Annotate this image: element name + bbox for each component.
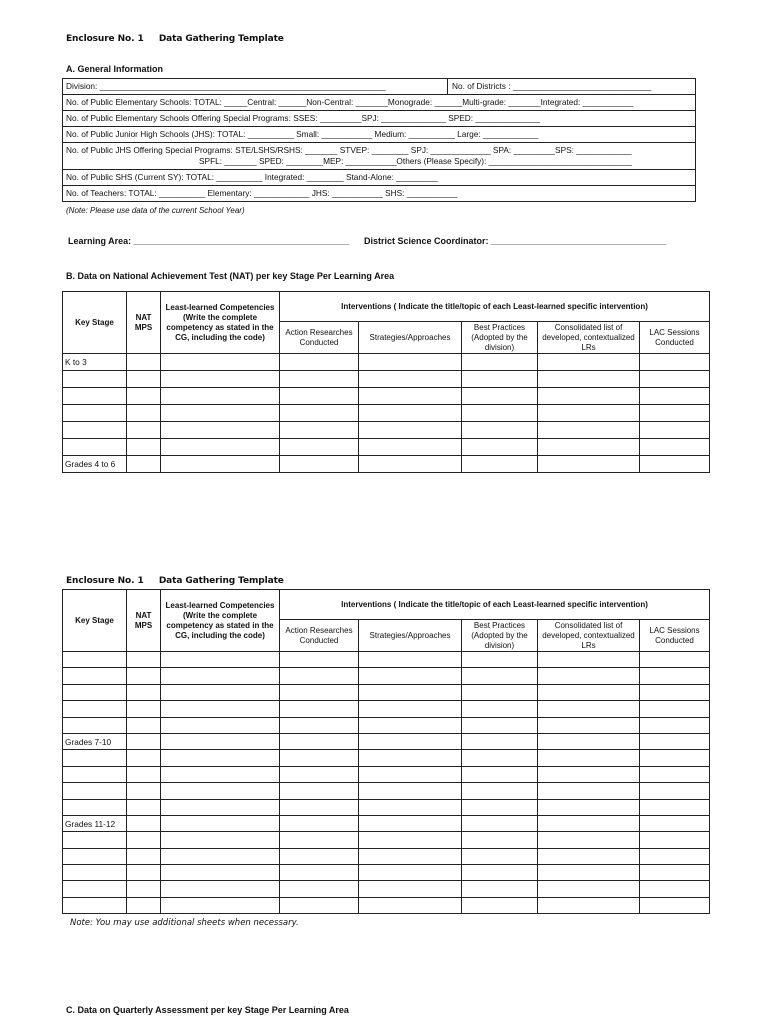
table-cell[interactable] [161, 832, 280, 848]
table-cell[interactable] [280, 881, 359, 897]
table-cell[interactable] [127, 668, 161, 684]
table-cell[interactable] [462, 865, 538, 881]
section-b-title: B. Data on National Achievement Test (NAT) per key Stage Per Learning Area [66, 271, 395, 281]
table-cell[interactable] [538, 388, 640, 405]
school-year-note: (Note: Please use data of the current School Year) [66, 206, 245, 215]
table-cell[interactable] [161, 456, 280, 473]
key-stage-cell[interactable] [63, 405, 127, 422]
table-cell[interactable] [538, 733, 640, 749]
table-cell[interactable] [462, 371, 538, 388]
general-info-block [62, 78, 696, 202]
key-stage-header-2: Key Stage [63, 590, 127, 652]
table-cell[interactable] [359, 652, 462, 668]
table-cell[interactable] [127, 422, 161, 439]
table-cell[interactable] [538, 371, 640, 388]
table-cell[interactable] [462, 388, 538, 405]
table-row [63, 832, 710, 848]
key-stage-cell[interactable] [63, 766, 127, 782]
table-cell[interactable] [161, 865, 280, 881]
table-cell[interactable] [161, 422, 280, 439]
table-cell[interactable] [359, 371, 462, 388]
lac-header: LAC Sessions Conducted [640, 322, 710, 354]
table-row [63, 881, 710, 897]
table-cell[interactable] [538, 701, 640, 717]
table-cell[interactable] [538, 684, 640, 700]
enclosure-header [66, 34, 284, 44]
table-cell[interactable] [127, 371, 161, 388]
key-stage-cell[interactable]: Grades 7-10 [63, 733, 127, 749]
table-cell[interactable] [161, 388, 280, 405]
table-cell[interactable] [640, 766, 710, 782]
table-row [63, 668, 710, 684]
division-row [63, 79, 695, 95]
section-c-title: C. Data on Quarterly Assessment per key Stage Per Learning Area [66, 1005, 349, 1015]
table-cell[interactable] [280, 832, 359, 848]
division-field[interactable]: Division: ______________________________________________________________ [63, 79, 448, 94]
jhs-special-line1: No. of Public JHS Offering Special Programs: STE/LSHS/RSHS: _______ STVEP: ________ SPJ: _____________ SPA: _________SPS: ____________ [66, 145, 632, 155]
table-cell[interactable] [359, 405, 462, 422]
table-cell[interactable] [640, 815, 710, 831]
key-stage-cell[interactable] [63, 832, 127, 848]
table-cell[interactable] [538, 848, 640, 864]
enclosure-title-2: Data Gathering Template [158, 576, 284, 586]
table-cell[interactable] [359, 766, 462, 782]
table-cell[interactable] [462, 354, 538, 371]
lac-header-2: LAC Sessions Conducted [640, 620, 710, 652]
best-practices-header: Best Practices (Adopted by the division) [462, 322, 538, 354]
table-cell[interactable] [127, 405, 161, 422]
table-cell[interactable] [280, 783, 359, 799]
table-cell[interactable] [359, 881, 462, 897]
table-cell[interactable] [640, 717, 710, 733]
table-cell[interactable] [161, 652, 280, 668]
table-cell[interactable] [127, 439, 161, 456]
table-cell[interactable] [127, 766, 161, 782]
table-cell[interactable] [640, 750, 710, 766]
enclosure-header-2 [66, 576, 284, 586]
table-cell[interactable] [462, 684, 538, 700]
table-cell[interactable] [161, 799, 280, 815]
table-cell[interactable] [462, 832, 538, 848]
table-cell[interactable] [280, 388, 359, 405]
table-cell[interactable] [640, 684, 710, 700]
table-cell[interactable] [280, 456, 359, 473]
section-a-title: A. General Information [66, 64, 164, 74]
jhs-row[interactable]: No. of Public Junior High Schools (JHS): TOTAL: __________ Small: ___________ Medium: __________ Large: ____________ [63, 127, 695, 143]
table-cell[interactable] [127, 652, 161, 668]
key-stage-cell[interactable] [63, 668, 127, 684]
district-coordinator-field[interactable]: District Science Coordinator: ___________________________________ [364, 236, 667, 246]
table-cell[interactable] [161, 881, 280, 897]
table-cell[interactable] [161, 701, 280, 717]
table-cell[interactable] [538, 865, 640, 881]
enclosure-title: Data Gathering Template [158, 34, 284, 44]
key-stage-cell[interactable] [63, 750, 127, 766]
table-cell[interactable] [127, 717, 161, 733]
table-row [63, 422, 710, 439]
table-cell[interactable] [538, 652, 640, 668]
table-row [63, 750, 710, 766]
table-cell[interactable] [127, 799, 161, 815]
table-cell[interactable] [640, 733, 710, 749]
table-cell[interactable] [462, 766, 538, 782]
table-cell[interactable] [462, 668, 538, 684]
table-cell[interactable] [280, 439, 359, 456]
table-cell[interactable] [161, 750, 280, 766]
interventions-header-2: Interventions ( Indicate the title/topic of each Least-learned specific intervention) [280, 590, 710, 620]
table-cell[interactable] [127, 354, 161, 371]
key-stage-cell[interactable] [63, 897, 127, 913]
table-cell[interactable] [359, 832, 462, 848]
key-stage-cell[interactable] [63, 439, 127, 456]
table-cell[interactable] [359, 668, 462, 684]
districts-field[interactable]: No. of Districts : ______________________________ [452, 81, 652, 91]
table-row [63, 897, 710, 913]
table-cell[interactable] [359, 750, 462, 766]
table-cell[interactable] [640, 439, 710, 456]
table-cell[interactable] [127, 701, 161, 717]
key-stage-cell[interactable] [63, 652, 127, 668]
table-cell[interactable] [640, 422, 710, 439]
table-cell[interactable] [280, 668, 359, 684]
least-learned-header: Least-learned Competencies (Write the complete competency as stated in the CG, including the code) [161, 292, 280, 354]
table-cell[interactable] [280, 865, 359, 881]
table-cell[interactable] [640, 456, 710, 473]
table-cell[interactable] [161, 848, 280, 864]
table-cell[interactable] [127, 897, 161, 913]
consolidated-header: Consolidated list of developed, contextualized LRs [538, 322, 640, 354]
action-research-header: Action Researches Conducted [280, 322, 359, 354]
action-research-header-2: Action Researches Conducted [280, 620, 359, 652]
table-cell[interactable] [462, 422, 538, 439]
table-cell[interactable] [640, 701, 710, 717]
jhs-special-line2: SPFL: _______ SPED: ________MEP: ___________Others (Please Specify): _______________________________ [199, 156, 632, 166]
table-cell[interactable] [161, 717, 280, 733]
table-cell[interactable] [280, 684, 359, 700]
table-row [63, 684, 710, 700]
table-cell[interactable] [462, 897, 538, 913]
key-stage-cell[interactable] [63, 717, 127, 733]
table-row [63, 652, 710, 668]
table-cell[interactable] [127, 783, 161, 799]
table-cell[interactable] [640, 799, 710, 815]
table-cell[interactable] [280, 766, 359, 782]
table-cell[interactable] [359, 815, 462, 831]
table-cell[interactable] [640, 865, 710, 881]
table-row [63, 456, 710, 473]
table-cell[interactable] [280, 897, 359, 913]
key-stage-cell[interactable] [63, 881, 127, 897]
table-cell[interactable] [280, 848, 359, 864]
table-cell[interactable] [280, 371, 359, 388]
table-cell[interactable] [462, 848, 538, 864]
table-row [63, 701, 710, 717]
enclosure-number: Enclosure No. 1 [66, 34, 144, 44]
key-stage-cell[interactable] [63, 848, 127, 864]
table-cell[interactable] [538, 881, 640, 897]
table-cell[interactable] [462, 799, 538, 815]
table-row [63, 865, 710, 881]
table-cell[interactable] [538, 456, 640, 473]
table-cell[interactable] [640, 783, 710, 799]
table-cell[interactable] [161, 371, 280, 388]
table-cell[interactable] [462, 881, 538, 897]
nat-table-2 [62, 589, 710, 914]
table-cell[interactable] [127, 750, 161, 766]
table-cell[interactable] [127, 815, 161, 831]
additional-sheets-note: Note: You may use additional sheets when necessary. [70, 918, 299, 928]
table-cell[interactable] [640, 668, 710, 684]
table-cell[interactable] [462, 783, 538, 799]
table-cell[interactable] [359, 865, 462, 881]
table-cell[interactable] [462, 815, 538, 831]
table-row [63, 371, 710, 388]
table-cell[interactable] [161, 815, 280, 831]
table-cell[interactable] [280, 815, 359, 831]
table-cell[interactable] [359, 799, 462, 815]
table-row [63, 388, 710, 405]
key-stage-cell[interactable]: Grades 4 to 6 [63, 456, 127, 473]
table-cell[interactable] [127, 848, 161, 864]
table-cell[interactable] [538, 422, 640, 439]
table-cell[interactable] [462, 733, 538, 749]
table-row [63, 439, 710, 456]
table-cell[interactable] [359, 684, 462, 700]
table-cell[interactable] [538, 750, 640, 766]
table-row [63, 766, 710, 782]
table-cell[interactable] [161, 405, 280, 422]
elementary-row[interactable]: No. of Public Elementary Schools: TOTAL: _____Central: ______Non-Central: _______Monograde: ______Multi-grade: _______Integrated: ___________ [63, 95, 695, 111]
table-cell[interactable] [538, 815, 640, 831]
jhs-special-row[interactable] [63, 143, 695, 170]
learning-area-field[interactable]: Learning Area: ___________________________________________ [68, 236, 349, 246]
table-cell[interactable] [127, 881, 161, 897]
table-row [63, 354, 710, 371]
table-cell[interactable] [127, 684, 161, 700]
table-cell[interactable] [280, 717, 359, 733]
key-stage-header: Key Stage [63, 292, 127, 354]
nat-table-1 [62, 291, 710, 473]
table-row [63, 815, 710, 831]
table-cell[interactable] [462, 717, 538, 733]
table-cell[interactable] [359, 733, 462, 749]
table-cell[interactable] [538, 832, 640, 848]
table-cell[interactable] [538, 766, 640, 782]
table-cell[interactable] [462, 405, 538, 422]
table-cell[interactable] [359, 897, 462, 913]
table-cell[interactable] [640, 371, 710, 388]
key-stage-cell[interactable] [63, 783, 127, 799]
table-cell[interactable] [359, 439, 462, 456]
table-cell[interactable] [280, 799, 359, 815]
table-cell[interactable] [462, 750, 538, 766]
interventions-header: Interventions ( Indicate the title/topic of each Least-learned specific intervention) [280, 292, 710, 322]
table-cell[interactable] [538, 717, 640, 733]
table-cell[interactable] [161, 897, 280, 913]
table-cell[interactable] [280, 354, 359, 371]
table-cell[interactable] [161, 783, 280, 799]
key-stage-cell[interactable] [63, 388, 127, 405]
table-cell[interactable] [538, 897, 640, 913]
table-row [63, 405, 710, 422]
table-cell[interactable] [359, 388, 462, 405]
elementary-special-row[interactable]: No. of Public Elementary Schools Offering Special Programs: SSES: _________SPJ: ______________ SPED: ______________ [63, 111, 695, 127]
table-cell[interactable] [538, 783, 640, 799]
table-cell[interactable] [280, 405, 359, 422]
key-stage-cell[interactable] [63, 799, 127, 815]
table-cell[interactable] [538, 799, 640, 815]
key-stage-cell[interactable] [63, 371, 127, 388]
shs-row[interactable]: No. of Public SHS (Current SY): TOTAL: __________ Integrated: ________ Stand-Alone: _________ [63, 170, 695, 186]
best-practices-header-2: Best Practices (Adopted by the division) [462, 620, 538, 652]
table-cell[interactable] [538, 668, 640, 684]
table-cell[interactable] [127, 388, 161, 405]
table-cell[interactable] [640, 881, 710, 897]
table-cell[interactable] [640, 832, 710, 848]
table-cell[interactable] [127, 456, 161, 473]
consolidated-header-2: Consolidated list of developed, contextualized LRs [538, 620, 640, 652]
table-cell[interactable] [462, 456, 538, 473]
table-cell[interactable] [359, 717, 462, 733]
table-cell[interactable] [161, 354, 280, 371]
table-cell[interactable] [538, 354, 640, 371]
key-stage-cell[interactable] [63, 701, 127, 717]
table-cell[interactable] [161, 733, 280, 749]
table-cell[interactable] [462, 701, 538, 717]
strategies-header: Strategies/Approaches [359, 322, 462, 354]
table-row [63, 783, 710, 799]
table-cell[interactable] [359, 783, 462, 799]
nat-mps-header-2: NAT MPS [127, 590, 161, 652]
table-cell[interactable] [640, 405, 710, 422]
table-cell[interactable] [640, 354, 710, 371]
key-stage-cell[interactable]: Grades 11-12 [63, 815, 127, 831]
table-cell[interactable] [127, 733, 161, 749]
table-cell[interactable] [280, 652, 359, 668]
table-cell[interactable] [280, 733, 359, 749]
table-cell[interactable] [462, 652, 538, 668]
table-cell[interactable] [161, 439, 280, 456]
table-cell[interactable] [359, 354, 462, 371]
table-cell[interactable] [359, 701, 462, 717]
table-cell[interactable] [359, 848, 462, 864]
nat-table-1-body [63, 354, 710, 473]
key-stage-cell[interactable] [63, 422, 127, 439]
table-cell[interactable] [462, 439, 538, 456]
table-cell[interactable] [127, 832, 161, 848]
table-cell[interactable] [161, 684, 280, 700]
table-cell[interactable] [640, 848, 710, 864]
table-row [63, 733, 710, 749]
least-learned-header-2: Least-learned Competencies (Write the complete competency as stated in the CG, including the code) [161, 590, 280, 652]
table-cell[interactable] [359, 422, 462, 439]
table-cell[interactable] [359, 456, 462, 473]
table-cell[interactable] [640, 897, 710, 913]
table-cell[interactable] [640, 652, 710, 668]
teachers-row[interactable]: No. of Teachers: TOTAL: __________ Elementary: ____________ JHS: ___________ SHS: ___________ [66, 188, 458, 198]
key-stage-cell[interactable]: K to 3 [63, 354, 127, 371]
table-cell[interactable] [538, 405, 640, 422]
table-row [63, 799, 710, 815]
table-cell[interactable] [640, 388, 710, 405]
table-row [63, 848, 710, 864]
table-cell[interactable] [161, 766, 280, 782]
table-cell[interactable] [127, 865, 161, 881]
key-stage-cell[interactable] [63, 865, 127, 881]
nat-mps-header: NAT MPS [127, 292, 161, 354]
table-row [63, 717, 710, 733]
enclosure-number-2: Enclosure No. 1 [66, 576, 144, 586]
key-stage-cell[interactable] [63, 684, 127, 700]
table-cell[interactable] [280, 701, 359, 717]
strategies-header-2: Strategies/Approaches [359, 620, 462, 652]
table-cell[interactable] [280, 422, 359, 439]
table-cell[interactable] [161, 668, 280, 684]
table-cell[interactable] [280, 750, 359, 766]
table-cell[interactable] [538, 439, 640, 456]
nat-table-2-body [63, 652, 710, 914]
